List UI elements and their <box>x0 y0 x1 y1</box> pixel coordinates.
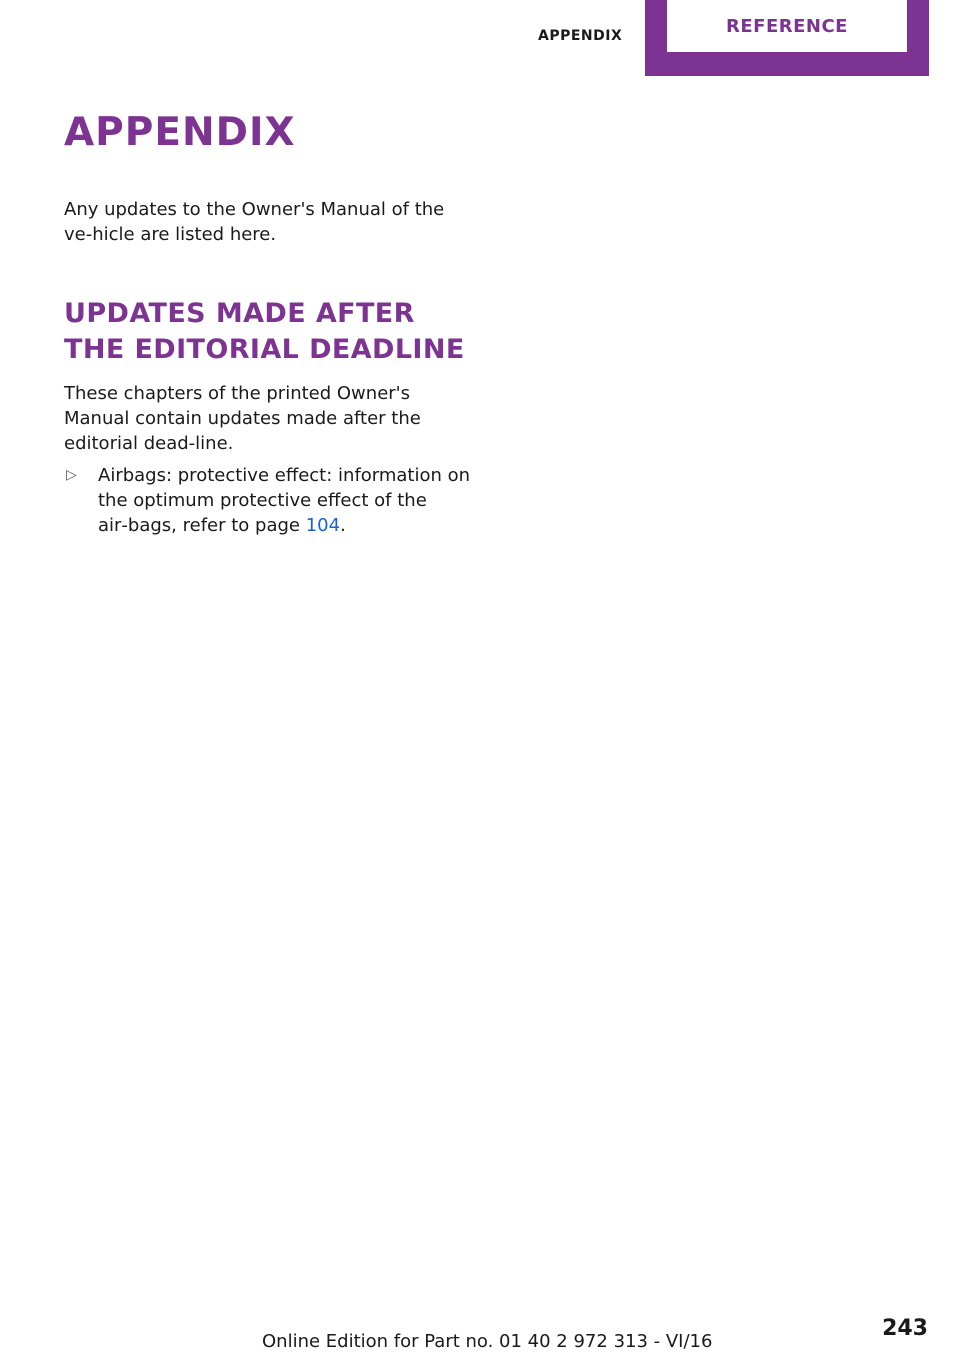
list-item-suffix: . <box>340 515 346 536</box>
page-title: APPENDIX <box>64 110 296 155</box>
reference-tab <box>645 0 929 76</box>
intro-paragraph: Any updates to the Owner's Manual of the ve‑hicle are listed here. <box>64 199 445 245</box>
section-heading: UPDATES MADE AFTER THE EDITORIAL DEADLINE <box>64 298 465 365</box>
list-item <box>64 463 474 538</box>
updates-list <box>64 463 474 538</box>
page-reference-link[interactable]: 104 <box>305 515 341 536</box>
section-body: These chapters of the printed Owner's Manual contain updates made after the editorial dead‑line. <box>64 383 421 454</box>
page-number: 243 <box>882 1316 928 1341</box>
list-item-text: Airbags: protective effect: information on the optimum protective effect of the air‑bags, refer to page <box>98 465 471 536</box>
triangle-bullet-icon: ▷ <box>66 467 77 483</box>
reference-tab-inner <box>667 0 907 52</box>
footer-edition: Online Edition for Part no. 01 40 2 972 313 - VI/16 <box>262 1331 713 1352</box>
running-header-section: APPENDIX <box>538 28 623 44</box>
reference-tab-label: REFERENCE <box>726 15 848 37</box>
